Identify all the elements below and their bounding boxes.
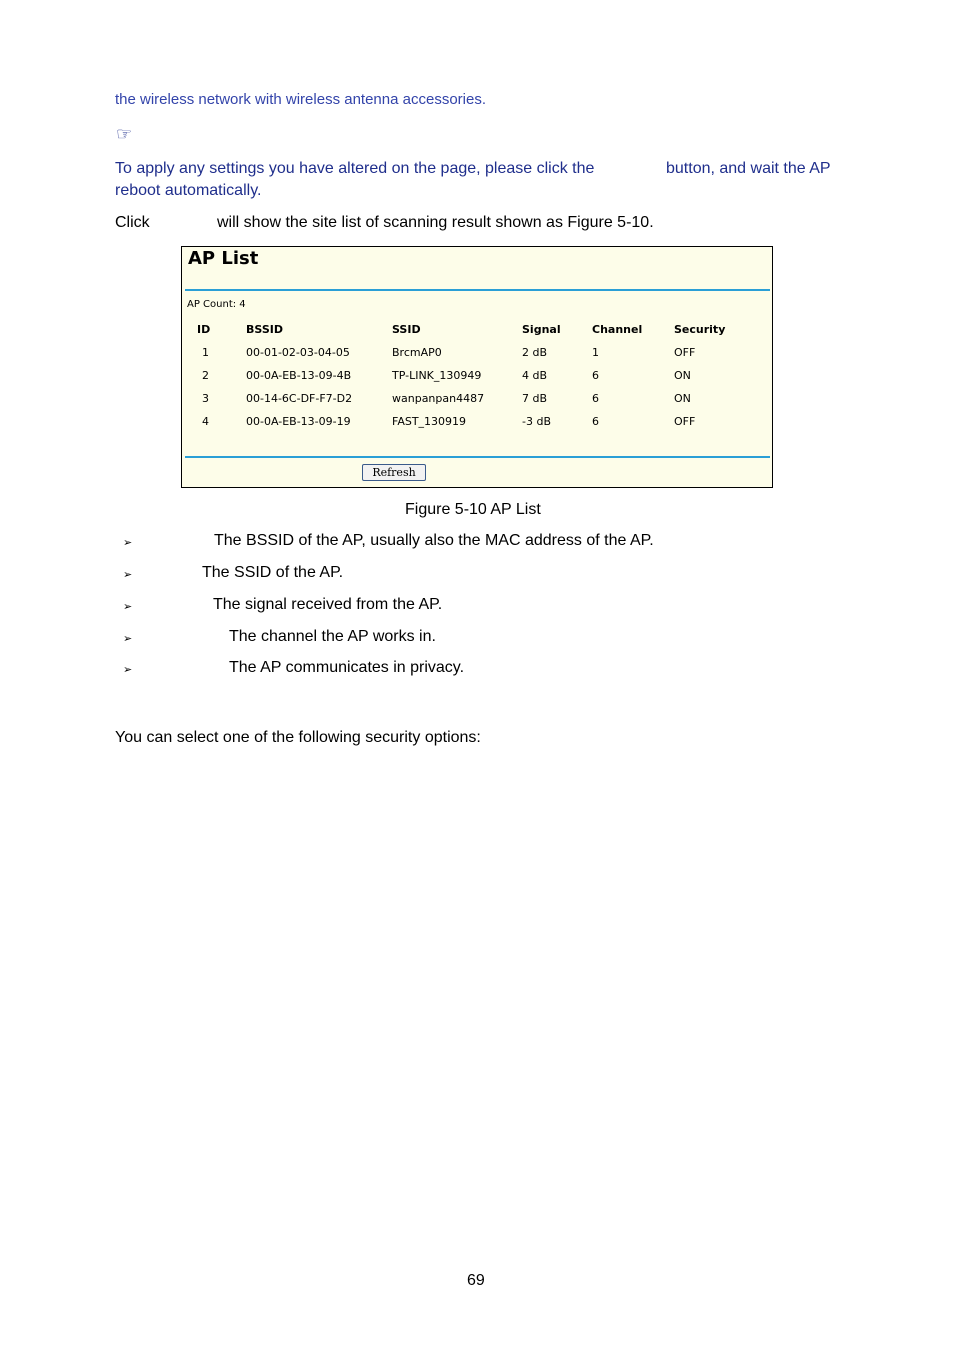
cell-channel: 6 bbox=[592, 392, 599, 405]
cell-ssid: BrcmAP0 bbox=[392, 346, 442, 359]
column-header-id: ID bbox=[197, 323, 211, 336]
bottom-divider bbox=[185, 456, 770, 458]
cell-signal: -3 dB bbox=[522, 415, 551, 428]
cell-bssid: 00-14-6C-DF-F7-D2 bbox=[246, 392, 353, 405]
cell-signal: 2 dB bbox=[522, 346, 548, 359]
table-row bbox=[182, 415, 772, 438]
column-header-security: Security bbox=[674, 323, 726, 336]
cell-id: 1 bbox=[202, 346, 209, 359]
ap-list-title: AP List bbox=[188, 248, 259, 269]
bullet-text-bssid: The BSSID of the AP, usually also the MAC address of the AP. bbox=[214, 532, 654, 549]
cell-security: OFF bbox=[674, 415, 696, 428]
table-row bbox=[182, 346, 772, 369]
intro-line: the wireless network with wireless antenna accessories. bbox=[115, 91, 486, 108]
cell-bssid: 00-0A-EB-13-09-19 bbox=[246, 415, 351, 428]
table-header-row bbox=[182, 323, 772, 346]
bullet-arrow-icon: ➢ bbox=[123, 664, 133, 676]
cell-ssid: FAST_130919 bbox=[392, 415, 467, 428]
bullet-arrow-icon: ➢ bbox=[123, 569, 133, 581]
bullet-arrow-icon: ➢ bbox=[123, 633, 133, 645]
refresh-button[interactable]: Refresh bbox=[362, 464, 426, 481]
bullet-text-ssid: The SSID of the AP. bbox=[202, 564, 344, 581]
title-divider bbox=[185, 289, 770, 291]
cell-channel: 6 bbox=[592, 369, 599, 382]
cell-ssid: wanpanpan4487 bbox=[392, 392, 485, 405]
click-rest: will show the site list of scanning result shown as Figure 5-10. bbox=[217, 214, 654, 231]
cell-signal: 4 dB bbox=[522, 369, 548, 382]
figure-caption: Figure 5-10 AP List bbox=[405, 501, 541, 518]
click-prefix: Click bbox=[115, 214, 150, 231]
cell-signal: 7 dB bbox=[522, 392, 548, 405]
note-text-after: button, and wait the AP bbox=[666, 160, 831, 177]
note-text-line2: reboot automatically. bbox=[115, 182, 262, 199]
cell-bssid: 00-01-02-03-04-05 bbox=[246, 346, 350, 359]
page-number: 69 bbox=[467, 1272, 485, 1289]
column-header-ssid: SSID bbox=[392, 323, 421, 336]
cell-security: ON bbox=[674, 392, 691, 405]
cell-channel: 6 bbox=[592, 415, 599, 428]
column-header-signal: Signal bbox=[522, 323, 561, 336]
cell-id: 3 bbox=[202, 392, 209, 405]
ap-table bbox=[182, 323, 772, 438]
pointing-hand-icon: ☞ bbox=[116, 124, 133, 144]
note-text-before: To apply any settings you have altered on the page, please click the bbox=[115, 160, 595, 177]
ap-list-figure bbox=[181, 246, 773, 488]
ap-count: AP Count: 4 bbox=[187, 299, 246, 310]
cell-channel: 1 bbox=[592, 346, 599, 359]
cell-bssid: 00-0A-EB-13-09-4B bbox=[246, 369, 352, 382]
bullet-text-channel: The channel the AP works in. bbox=[229, 628, 436, 645]
table-row bbox=[182, 392, 772, 415]
bullet-text-signal: The signal received from the AP. bbox=[213, 596, 443, 613]
bullet-arrow-icon: ➢ bbox=[123, 601, 133, 613]
column-header-bssid: BSSID bbox=[246, 323, 283, 336]
bullet-arrow-icon: ➢ bbox=[123, 537, 133, 549]
cell-security: OFF bbox=[674, 346, 696, 359]
table-row bbox=[182, 369, 772, 392]
column-header-channel: Channel bbox=[592, 323, 643, 336]
cell-security: ON bbox=[674, 369, 691, 382]
bullet-text-security: The AP communicates in privacy. bbox=[229, 659, 465, 676]
cell-ssid: TP-LINK_130949 bbox=[392, 369, 482, 382]
security-options-line: You can select one of the following security options: bbox=[115, 729, 481, 746]
cell-id: 4 bbox=[202, 415, 209, 428]
cell-id: 2 bbox=[202, 369, 209, 382]
